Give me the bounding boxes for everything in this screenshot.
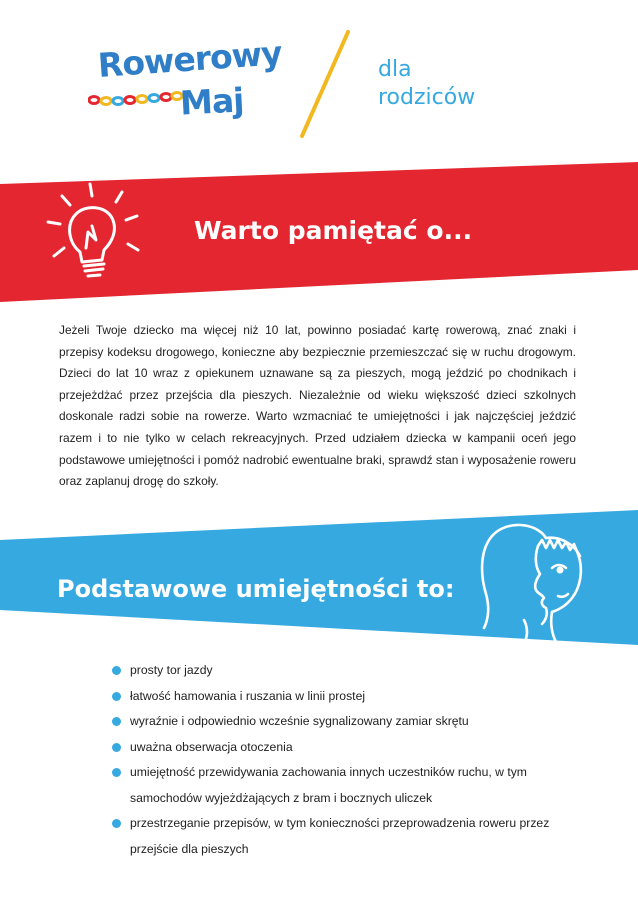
list-item: prosty tor jazdy [112,658,582,684]
list-item: wyraźnie i odpowiednio wcześnie sygnalizowany zamiar skrętu [112,709,582,735]
section-1-title: Warto pamiętać o... [194,216,473,245]
divider-slash [295,28,355,140]
intro-paragraph: Jeżeli Twoje dziecko ma więcej niż 10 lat, powinno posiadać kartę rowerową, znać znaki i przepisy kodeksu drogowego, konieczne aby bezpiecznie przemieszczać się w ruchu drogowym. Dzieci do lat 10 wraz z opiekunem uznawane są za pieszych, mogą jeździć po chodnikach i przejeżdżać przez przejścia dla pieszych. Niezależnie od wieku większość dzieci szkolnych doskonale radzi sobie na rowerze. Warto wzmacniać te umiejętności i jak najczęściej jeździć razem i to nie tylko w celach rekreacyjnych. Przed udziałem dziecka w kampanii oceń jego podstawowe umiejętności i pomóż nadrobić ewentualne braki, sprawdź stan i wyposażenie roweru oraz zaplanuj drogę do szkoły. [59,323,576,489]
bike-chain-icon [88,90,183,110]
list-item: umiejętność przewidywania zachowania innych uczestników ruchu, w tym samochodów wyjeżdżających z bram i bocznych uliczek [112,760,582,811]
girl-face-icon [476,516,586,644]
logo-word-maj: Maj [179,80,245,123]
list-item: uważna obserwacja otoczenia [112,735,582,761]
header-subtitle [378,56,475,112]
list-item: łatwość hamowania i ruszania w linii prostej [112,684,582,710]
skills-list [112,658,582,862]
rowerowy-maj-logo [88,33,283,130]
subtitle-line-1: dla [378,57,412,82]
section-2-title: Podstawowe umiejętności to: [57,575,455,603]
lightbulb-icon [42,178,152,288]
logo-word-rowerowy: Rowerowy [96,33,283,85]
subtitle-line-2: rodziców [378,85,476,110]
list-item: przestrzeganie przepisów, w tym konieczności przeprowadzenia roweru przez przejście dla pieszych [112,811,582,862]
